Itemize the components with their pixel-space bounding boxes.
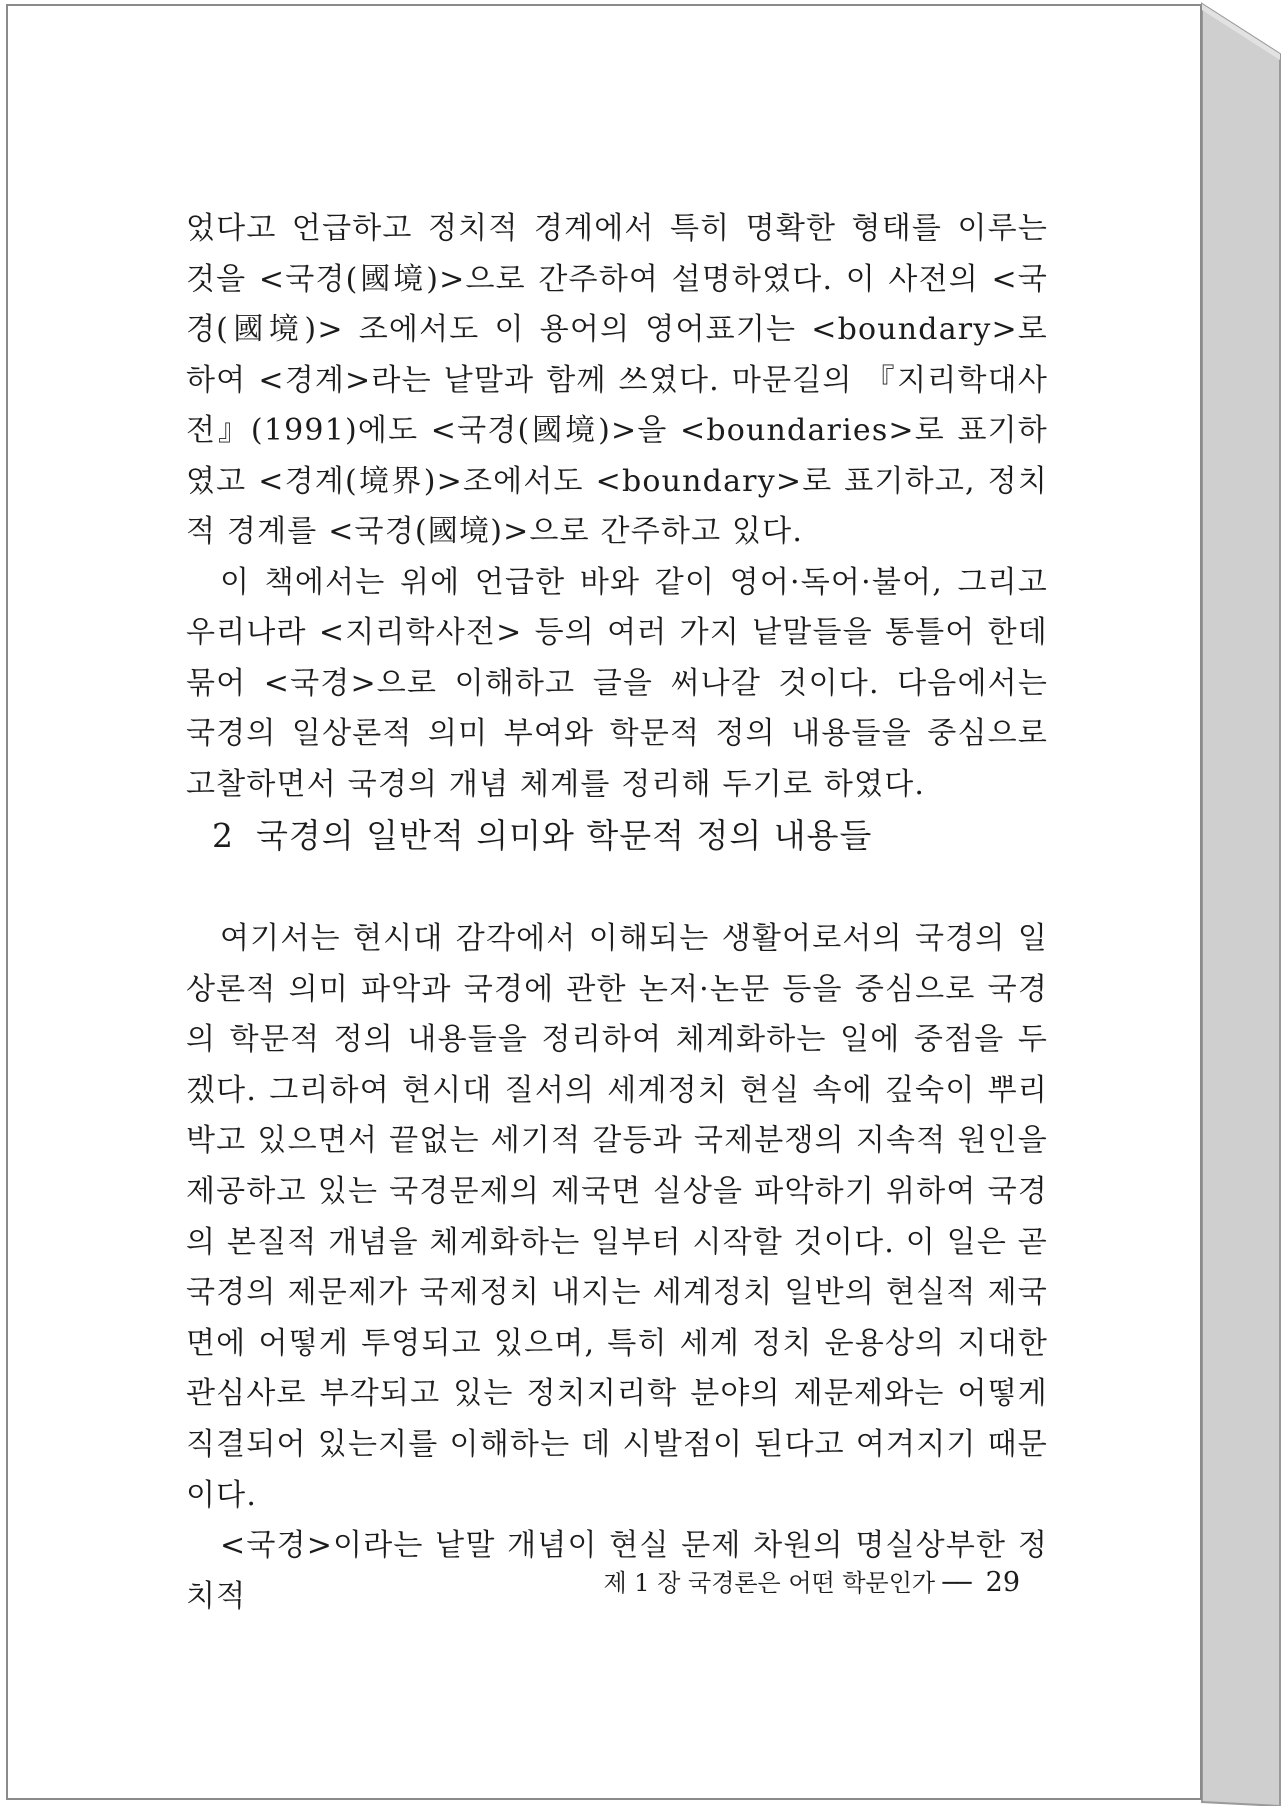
- body-text-top: [186, 204, 1048, 810]
- body-text-bottom: [186, 914, 1048, 1622]
- section-heading: [212, 812, 1032, 860]
- paragraph: 여기서는 현시대 감각에서 이해되는 생활어로서의 국경의 일상론적 의미 파악과 국경에 관한 논저·논문 등을 중심으로 국경의 학문적 정의 내용들을 정리하여 체계화하는 일에 중점을 두겠다. 그리하여 현시대 질서의 세계정치 현실 속에 깊숙이 뿌리박고 있으면서 끝없는 세기적 갈등과 국제분쟁의 지속적 원인을 제공하고 있는 국경문제의 제국면 실상을 파악하기 위하여 국경의 본질적 개념을 체계화하는 일부터 시작할 것이다. 이 일은 곧 국경의 제문제가 국제정치 내지는 세계정치 일반의 현실적 제국면에 어떻게 투영되고 있으며, 특히 세계 정치 운용상의 지대한 관심사로 부각되고 있는 정치지리학 분야의 제문제와는 어떻게 직결되어 있는지를 이해하는 데 시발점이 된다고 여겨지기 때문이다.: [186, 921, 1048, 1513]
- paragraph: <국경>이라는 낱말 개념이 현실 문제 차원의 명실상부한 정치적: [186, 1528, 1048, 1614]
- footer-chapter-title: 제 1 장 국경론은 어떤 학문인가 ──: [603, 1569, 972, 1597]
- section-title: 국경의 일반적 의미와 학문적 정의 내용들: [256, 816, 873, 855]
- paragraph: 이 책에서는 위에 언급한 바와 같이 영어·독어·불어, 그리고 우리나라 <지리학사전> 등의 여러 가지 낱말들을 통틀어 한데 묶어 <국경>으로 이해하고 글을 써나갈 것이다. 다음에서는 국경의 일상론적 의미 부여와 학문적 정의 내용들을 중심으로 고찰하면서 국경의 개념 체계를 정리해 두기로 하였다.: [186, 564, 1048, 802]
- paragraph: 었다고 언급하고 정치적 경계에서 특히 명확한 형태를 이루는 것을 <국경(國境)>으로 간주하여 설명하였다. 이 사전의 <국경(國境)> 조에서도 이 용어의 영어표기는 <boundary>로 하여 <경계>라는 낱말과 함께 쓰였다. 마문길의 『지리학대사전』(1991)에도 <국경(國境)>을 <boundaries>로 표기하였고 <경계(境界)>조에서도 <boundary>로 표기하고, 정치적 경계를 <국경(國境)>으로 간주하고 있다.: [186, 211, 1048, 549]
- section-number: 2: [212, 816, 234, 855]
- page-number: 29: [985, 1567, 1020, 1598]
- running-footer: [580, 1566, 1020, 1600]
